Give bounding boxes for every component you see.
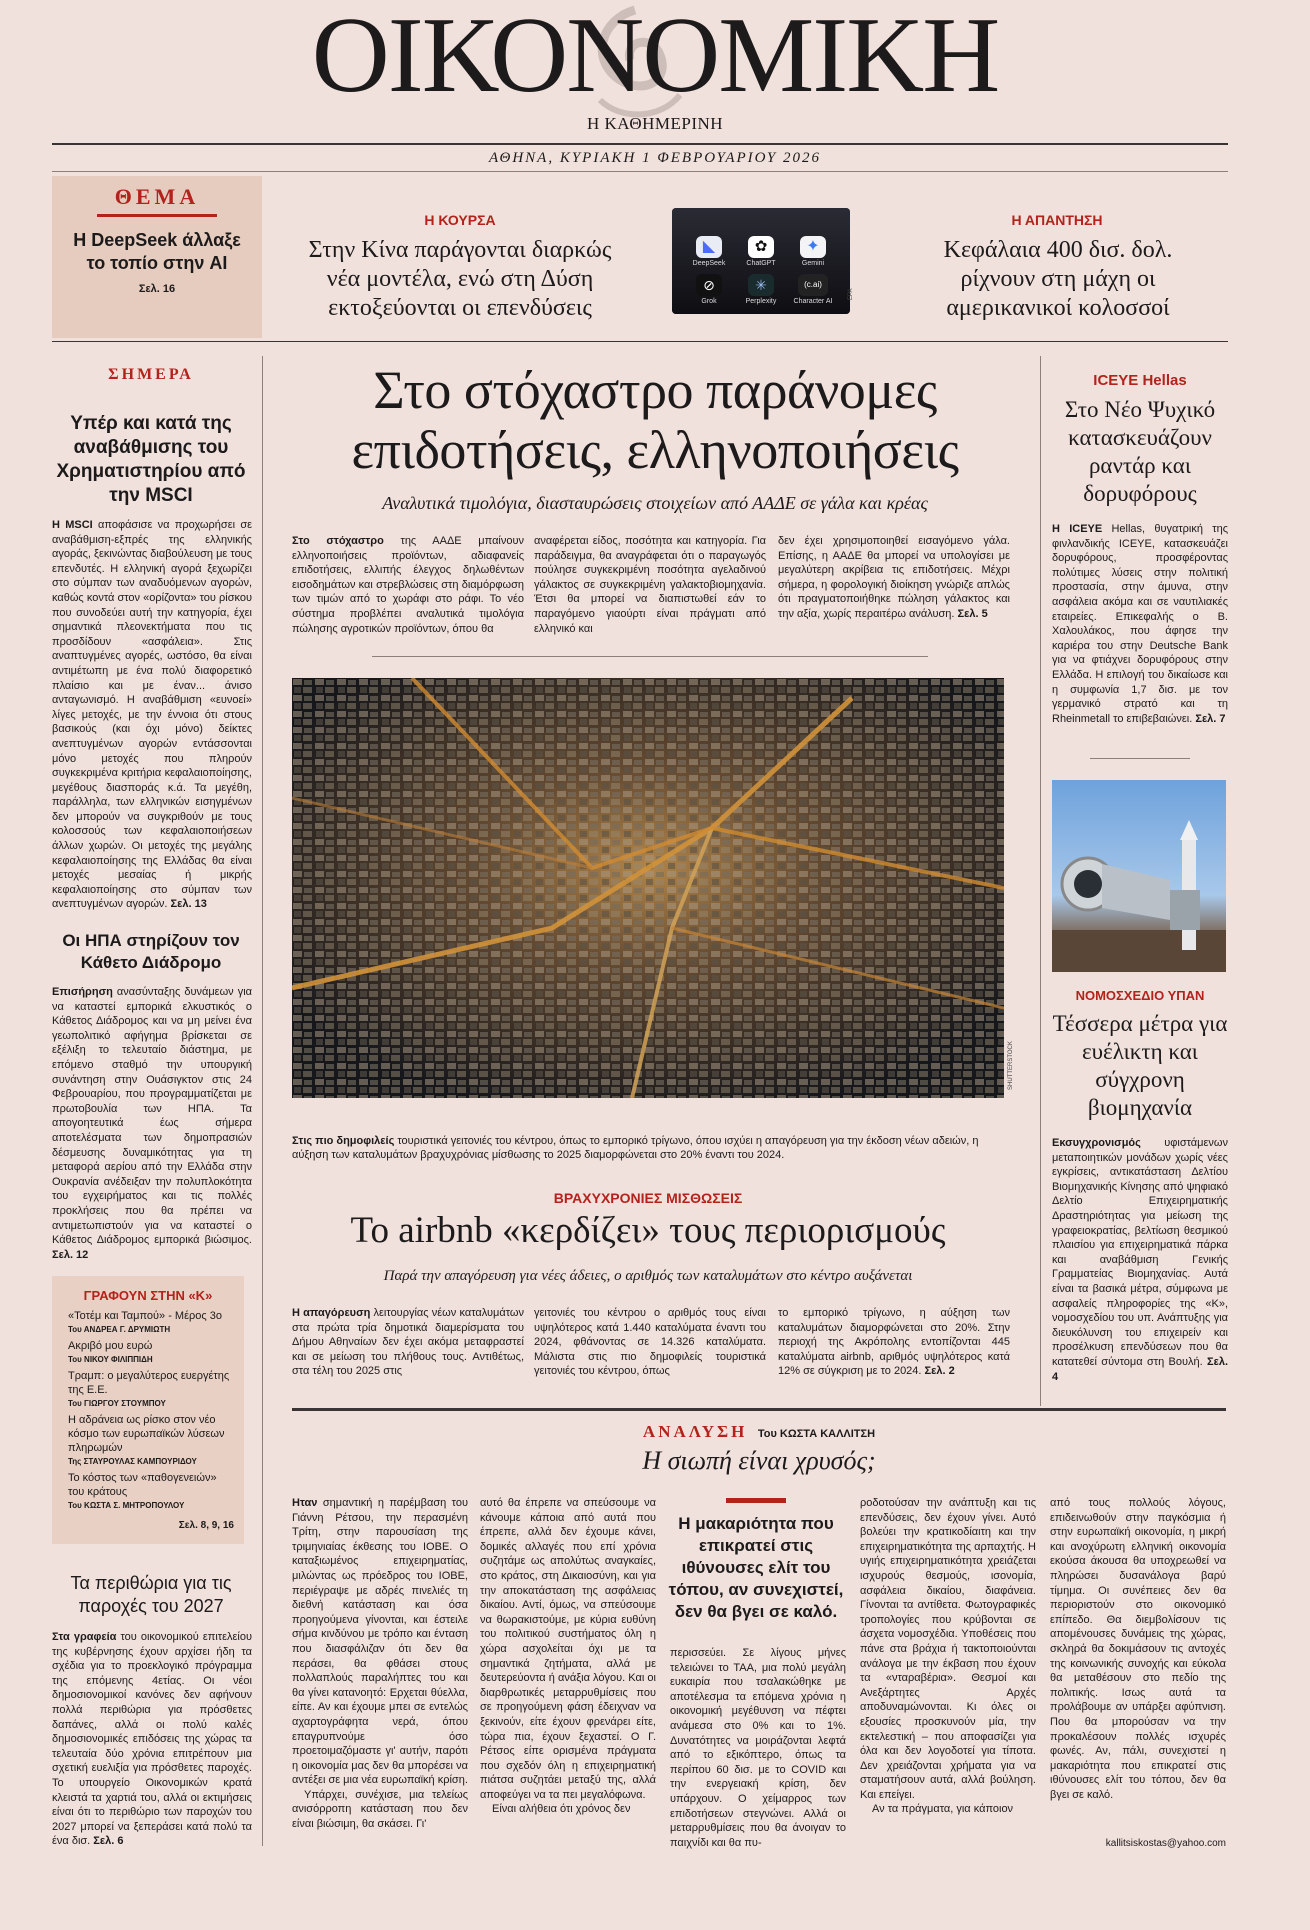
msci-page: Σελ. 13 — [170, 898, 207, 911]
benefits-headline[interactable]: Τα περιθώρια για τις παροχές του 2027 — [70, 1573, 232, 1616]
writer-title: Τραμπ: ο μεγαλύτερος ευεργέτης της Ε.Ε. — [68, 1370, 230, 1396]
athens-aerial-illustration — [292, 678, 1004, 1098]
writers-heading: ΓΡΑΦΟΥΝ ΣΤΗΝ «Κ» — [83, 1288, 213, 1303]
lead-col3-text: δεν έχει χρησιμοποιηθεί εισαγόμενο γάλα. Επίσης, η ΑΑΔΕ θα μπορεί να υπολογίσει με μεγαλύτερη ακρίβεια τις επιδοτήσεις. Μέχρι σήμερα, η φορολογική διοίκηση γνώριζε απλώς ότι πραγματοποιήθηκε πώληση γάλακτος και την αξία, χωρίς περαιτέρω ανάλυση. — [778, 535, 1010, 620]
corridor-body — [52, 985, 252, 1262]
kourса-kicker: Η ΚΟΥΡΣΑ — [424, 212, 496, 228]
analysis-col-2 — [480, 1496, 656, 1817]
caption-lead: Στις πιο δημοφιλείς — [292, 1135, 395, 1147]
analysis-col4-text: ροδοτούσαν την ανάπτυξη και τις επενδύσεις, δεν έχουν γίνει. Αυτό βολεύει την κρατικοδίαιτη και την επιχειρηματικότητα της αρπαχτής. Η υγιής επιχειρηματικότητα χρειάζεται ισχυρούς θεσμούς, ισονομία, ασφάλεια δικαίου, διαφάνεια. Γίνονται τα αντίθετα. Φωτογραφικές τροπολογίες που κρύβονται σε άσχετα νομοσχέδια. Υποθέσεις που πάνε στα βράχια ή τακτοποιούνται ανάλογα με την έκβαση που έχουν τα «νταραβέρια». Θεσμοί και Ανεξάρτητες Αρχές αποδυναμώνονται. Κι όλες οι εξουσίες προσκυνούν μία, την εκτελεστική – που αποφασίζει για όλα και δεν λογοδοτεί για τίποτα. Δεν χρειάζονται χρήματα για να σταματήσουν αυτά, αλλά βούληση. Και επείγει. — [860, 1497, 1036, 1801]
writers-list — [52, 1303, 244, 1533]
pullquote-accent — [726, 1498, 786, 1503]
analysis-rule — [292, 1408, 1226, 1411]
lead-subheadline: Αναλυτικά τιμολόγια, διασταυρώσεις στοιχείων από ΑΑΔΕ σε γάλα και κρέας — [382, 493, 928, 513]
satellite-illustration — [1052, 780, 1226, 972]
analysis-title[interactable]: Η σιωπή είναι χρυσός; — [642, 1446, 876, 1475]
airbnb-col2-text: γειτονιές του κέντρου ο αριθμός τους είναι υψηλότερος κατά 1.440 καταλύματα έναντι του 2024, φθάνοντας σε 14.326 καταλύματα. Μάλιστα στις πιο δημοφιλείς τουριστικά γειτονιές του κέντρου, όπως — [534, 1307, 766, 1378]
app-chatgpt-icon: ✿ — [748, 236, 774, 258]
author-email[interactable]: kallitsiskostas@yahoo.com — [1105, 1838, 1226, 1849]
iceye-lead: Η ICEYE — [1052, 523, 1103, 535]
app-label-6: Character AI — [793, 298, 833, 305]
masthead-title: ΟΙΚΟΝΟΜΙΚΗ — [311, 0, 999, 115]
app-gemini-icon: ✦ — [800, 236, 826, 258]
app-label-1: DeepSeek — [692, 260, 726, 267]
top-row-rule — [52, 341, 1228, 342]
left-column-separator — [262, 356, 263, 1846]
analysis-col2-text: αυτό θα έπρεπε να σπεύσουμε να κάνουμε κάποια από αυτά που έπρεπε, αλλά δεν έχουμε κάνει, δομικές αλλαγές που επί χρόνια συζητάμε ως απολύτως αναγκαίες, στο κράτος, στη Δικαιοσύνη, και για την αποκατάσταση της ασφάλειας δικαίου. Αντί, όμως, να σπεύσουμε να θωρακιστούμε, με κύρια ευθύνη του πολιτικού συστήματος όλη η χώρα ασχολείται όχι με τα σημαντικά ζητήματα, αλλά με δευτερεύοντα ή ανάξια λόγου. Και οι διαρθρωτικές μεταρρυθμίσεις που σε προηγούμενη φάση έδειχναν να ξεκινούν, είτε έχουν φρενάρει είτε, τώρα πια, έχουν ξεχαστεί. Ο Γ. Ρέτσος είπε ορισμένα πράγματα που σχεδόν όλη η επιχειρηματική πιάτσα συζητάει μεταξύ της, αλλά αποφεύγει να τα πει μεγαλόφωνα. — [480, 1497, 656, 1801]
writer-item[interactable] — [68, 1339, 234, 1367]
lead-divider — [372, 656, 928, 657]
analysis-col4b-text: Αν τα πράγματα, για κάποιον — [872, 1803, 1014, 1816]
airbnb-kicker: ΒΡΑΧΥΧΡΟΝΙΕΣ ΜΙΣΘΩΣΕΙΣ — [553, 1190, 743, 1206]
corridor-headline[interactable]: Οι ΗΠΑ στηρίζουν τον Κάθετο Διάδρομο — [62, 931, 240, 972]
writer-item[interactable] — [68, 1471, 234, 1513]
right-column-separator — [1040, 356, 1041, 1406]
app-label-4: Grok — [701, 298, 717, 305]
thema-divider — [97, 214, 217, 217]
analysis-col-4 — [860, 1496, 1036, 1817]
airbnb-col3-text: το εμπορικό τρίγωνο, η αύξηση των καταλυμάτων διαμορφώνεται στο 20%. Στην περιοχή της Ακρόπολης εντοπίζονται 445 καταλύματα airbnb, αριθμός υψηλότερος κατά 12% σε σύγκριση με το 2024. — [778, 1307, 1010, 1378]
analysis-lead-word: Ηταν — [292, 1497, 318, 1509]
thema-text: Η DeepSeek άλλαξε το τοπίο στην AI — [73, 230, 241, 273]
writer-author: Του ΓΙΩΡΓΟΥ ΣΤΟΥΜΠΟΥ — [68, 1399, 166, 1408]
corridor-page: Σελ. 12 — [52, 1248, 89, 1261]
writer-author: Του ΑΝΔΡΕΑ Γ. ΔΡΥΜΙΩΤΗ — [68, 1325, 171, 1334]
lead-col2-text: αναφέρεται είδος, ποσότητα και κατηγορία. Για παράδειγμα, θα αναγράφεται ότι ο παραγωγός πούλησε συγκεκριμένη ποσότητα αγελαδινού γάλακτος σε συγκεκριμένη γαλακτοβιομηχανία. Έτσι θα μπορεί να διαπιστωθεί εάν το παραγόμενο γιαούρτι είναι πράγματι από ελληνικό και — [534, 535, 766, 635]
ypan-kicker: ΝΟΜΟΣΧΕΔΙΟ ΥΠΑΝ — [1075, 988, 1205, 1003]
benefits-body — [52, 1630, 252, 1849]
msci-text: αποφάσισε να προχωρήσει σε αναβάθμιση-εξπρές της ελληνικής αγοράς, ξεκινώντας διαβούλευση με τους επενδυτές. Η ελληνική αγορά ξεχωρίζει στο σύμπαν των αναδυόμενων αγορών, καθώς κοντά στον «ορίζοντα» του ρίσκου που συνοδεύει αυτή την κατηγορία, έχει σημαντικά πλεονεκτήματα που τις προσδίδουν «ασφάλεια». Στις αναπτυγμένες αγορές, ωστόσο, θα είναι αντιμέτωπη με ένα πολύ διαφορετικό πλαίσιο και με έναν... άνισο ανταγωνισμό. Η αναβάθμιση «ευνοεί» λίγες μετοχές, με την έννοια ότι στους βασικούς (και όχι μόνο) δείκτες ανεπτυγμένων αγορών εντάσσονται μόνο μετοχές που πληρούν συγκεκριμένα κριτήρια κεφαλαιοποίησης, μεγέθους διασποράς κ.ά. Τα μεγέθη, παράλληλα, των ελληνικών εισηγμένων δεν μπορούν να συγκριθούν με τους κολοσσούς των κεφαλαιοποιήσεων άλλων χωρών. Οι μετοχές της μεγάλης κεφαλαιοποίησης της Ελλάδας θα είναι μετοχές μεσαίας ή μικρής κεφαλαιοποίησης στο σύμπαν των ανεπτυγμένων αγορών. — [52, 519, 253, 911]
writer-title: Ακριβό μου ευρώ — [68, 1340, 153, 1352]
ypan-headline[interactable]: Τέσσερα μέτρα για ευέλικτη και σύγχρονη βιομηχανία — [1052, 1011, 1228, 1120]
ypan-page: Σελ. 4 — [1052, 1355, 1228, 1383]
iceye-kicker: ICEYE Hellas — [1093, 372, 1187, 389]
app-perplexity-icon: ✳ — [748, 274, 774, 296]
analysis-col1-text: σημαντική η παρέμβαση του Γιάννη Ρέτσου, την περασμένη Τρίτη, στην παρουσίαση της τριμηνιαίας έκθεσης του ΙΟΒΕ. Ο καταξιωμένος επιχειρηματίας, μιλώντας ως πρόεδρος του ΙΟΒΕ, περιέγραψε με αδρές πινελιές τη διεθνή κατάσταση και όσα προηγούμενα γίνονται, και έστειλε σήμα κινδύνου με τρόπο και ένταση που διασφάλιζαν ότι δεν θα περάσει, θα φθάσει στους πολλαπλούς παραλήπτες του και θα γίνει κατανοητό: Ερχεται θύελλα, είπε. Αν και έχουμε μπει σε εντελώς αχαρτογράφητα νερά, όπου επαγρυπνούμε όσο προετοιμαζόμαστε γι' αυτήν, παρότι η οικονομία μας δεν θα μπορέσει να αντέξει σε μια νέα ευρωπαϊκή κρίση. — [292, 1497, 468, 1787]
writer-title: «Τοτέμ και Ταμπού» - Μέρος 3ο — [68, 1310, 222, 1322]
app-label-3: Gemini — [801, 260, 825, 267]
airbnb-headline[interactable]: Το airbnb «κερδίζει» τους περιορισμούς — [350, 1210, 946, 1251]
benefits-text: του οικονομικού επιτελείου της κυβέρνησης έχουν αρχίσει ήδη τα σχέδια για το προεκλογικό πρόγραμμα της επόμενης 4ετίας. Οι νέοι δημοσιονομικοί κανόνες δεν αφήνουν πολλά περιθώρια για πρόσθετες δαπάνες, αλλά οι πολύ καλές δημοσιονομικές επιδόσεις της χώρας τα τελευταία δύο χρόνια επιτρέπουν μια σχετική ευελιξία για πρόσθετες παροχές. Το υπουργείο Οικονομικών κρατά κλειστά τα χαρτιά του, αλλά οι εκτιμήσεις είναι ότι το περιθώριο των παροχών του 2027 μπορεί να ξεπεράσει κατά πολύ τα ένα δισ. — [52, 1631, 252, 1848]
writers-page: Σελ. 8, 9, 16 — [178, 1520, 234, 1531]
writer-title: Το κόστος των «παθογενειών» του κράτους — [68, 1472, 217, 1498]
writer-item[interactable] — [68, 1309, 234, 1337]
analysis-label: ΑΝΑΛΥΣΗ — [642, 1422, 748, 1441]
masthead-rule — [52, 143, 1228, 145]
pullquote-box — [666, 1498, 846, 1623]
city-photo-caption — [292, 1134, 1004, 1162]
right-divider — [1090, 758, 1190, 759]
airbnb-lead-word: Η απαγόρευση — [292, 1307, 371, 1319]
thema-label: ΘΕΜΑ — [114, 184, 200, 209]
airbnb-col-2 — [534, 1306, 766, 1379]
iceye-headline[interactable]: Στο Νέο Ψυχικό κατασκευάζουν ραντάρ και δορυφόρους — [1064, 397, 1216, 506]
writer-author: Της ΣΤΑΥΡΟΥΛΑΣ ΚΑΜΠΟΥΡΙΔΟΥ — [68, 1457, 197, 1466]
app-deepseek-icon: ◣ — [696, 236, 722, 258]
analysis-col3-text: περισσεύει. Σε λίγους μήνες τελειώνει το ΤΑΑ, μια πολύ μεγάλη ευκαιρία που τσαλακώθηκε με αποτέλεσμα τα επόμενα χρόνια η οικονομική μεγέθυνση να πέφτει ανάμεσα στο 0% και το 1%. Δυνατότητες να μοιράζονται λεφτά από το εξικόπτερο, όπως τα περίπου 60 δισ. με το COVID και την ενεργειακή κρίση, δεν υπάρχουν. Ο χείμαρρος των επιδοτήσεων στεγνώνει. Αλλά οι μεταρρυθμίσεις που θα άνοιγαν το παιχνίδι και θα πυ- — [670, 1647, 846, 1849]
app-characterai-icon: (c.ai) — [798, 274, 828, 296]
dateline-rule — [52, 171, 1228, 172]
iceye-page: Σελ. 7 — [1195, 712, 1226, 725]
lead-headline[interactable]: Στο στόχαστρο παράνομες επιδοτήσεις, ελληνοποιήσεις — [351, 360, 959, 480]
masthead-subtitle: Η ΚΑΘΗΜΕΡΙΝΗ — [586, 114, 724, 133]
analysis-col-5 — [1050, 1496, 1226, 1802]
analysis-header — [292, 1422, 1226, 1442]
lead-col-1 — [292, 534, 524, 636]
msci-lead: Η MSCI — [52, 519, 93, 531]
lead-lead-word: Στο στόχαστρο — [292, 535, 384, 547]
lead-col1-text: της ΑΑΔΕ μπαίνουν ελληνοποιήσεις προϊόντων, αδιαφανείς επιδοτήσεις, ελλιπής έλεγχος δηλωθέντων εισοδημάτων και στρεβλώσεις στη διαμόρφωση των τιμών από το χωράφι στο ράφι. Το νέο σύστημα προβλέπει αναλυτικά τιμολόγια πώλησης αγροτικών προϊόντων, όπου θα — [292, 535, 524, 635]
city-photo-credit: SHUTTERSTOCK — [1008, 1041, 1014, 1090]
app-label-5: Perplexity — [745, 298, 777, 305]
writers-box — [52, 1276, 244, 1544]
ypan-text: υφιστάμενων μεταποιητικών μονάδων χωρίς νέες εγκρίσεις, αντικατάσταση Δελτίου Βιομηχανικής Κίνησης από ψηφιακό Δελτίο Επιχειρηματικής Δραστηριότητας για μείωση της γραφειοκρατίας, βελτίωση θεσμικού πλαισίου για επιχειρηματικά πάρκα και αναβάθμιση Γενικής Γραμματείας Βιομηχανίας. Αυτά είναι τα βασικά μέτρα, σύμφωνα με ασφαλείς πληροφορίες της «Κ», νομοσχεδίου του υπ. Ανάπτυξης για διευκόλυνση του επιχειρείν και προσέλκυση επενδύσεων που θα κατατεθεί σύντομα στη Βουλή. — [1052, 1137, 1228, 1368]
iceye-text: Hellas, θυγατρική της φινλανδικής ICEYE, κατασκευάζει δορυφόρους, προσφέροντας πολύτιμες λύσεις στην πολιτική προστασία, στην άμυνα, στην ασφάλεια ακόμα και σε ναυτιλιακές εταιρείες. Επικεφαλής ο Β. Χαλουλάκος, που άφησε την καριέρα του στην Deutsche Bank για να φτιάχνει δορυφόρους στην Ελλάδα. Η επιλογή του δικαίωσε και η συμφωνία 1,7 δισ. με τον γερμανικό στρατό και τη Rheinmetall το επιβεβαιώνει. — [1052, 523, 1228, 725]
analysis-col-1 — [292, 1496, 468, 1832]
corridor-text: ανασύνταξης δυνάμεων για να καταστεί εμπορικά ελκυστικός ο Κάθετος Διάδρομος και να μη μείνει ένα γεωπολιτικό αφήγημα βρίσκεται σε εξέλιξη το τελευταίο διάστημα, με επόμενο σταθμό την υπουργική συνάντηση στην Ουάσιγκτον στις 24 Φεβρουαρίου, που προγραμματίζεται με πρωτοβουλία των ΗΠΑ. Τα απογοητευτικά έως σήμερα αποτελέσματα των δημοπρασιών δέσμευσης δυναμικότητας για τη μεταφορά αερίου από την Ελλάδα στην Ουκρανία ανέδειξαν την πολυπλοκότητα του εγχειρήματος και τις πολλές προκλήσεις που θα πρέπει να αντιμετωπιστούν για να καταστεί ο Κάθετος Διάδρομος εμπορικά βιώσιμος. — [52, 986, 252, 1247]
corridor-lead: Επισήρηση — [52, 986, 113, 998]
app-label-2: ChatGPT — [746, 260, 776, 267]
benefits-page: Σελ. 6 — [93, 1835, 124, 1848]
athens-aerial-photo — [292, 678, 1004, 1098]
kourса-teaser[interactable]: Στην Κίνα παράγονται διαρκώς νέα μοντέλα, ενώ στη Δύση εκτοξεύονται οι επενδύσεις — [308, 237, 612, 321]
analysis-col1b-text: Υπάρχει, συνέχισε, μια τελείως ανισόρροπη κατάσταση που δεν είναι βιώσιμη, θα σκάσει. Γι' — [292, 1788, 468, 1831]
airbnb-col1-text: λειτουργίας νέων καταλυμάτων στα πρώτα τρία δημοτικά διαμερίσματα του Δήμου Αθηναίων δεν έχει ακόμα μεταφραστεί και σε μείωση του πλήθους τους. Αντιθέτως, στα τέλη του 2025 στις — [292, 1307, 524, 1378]
writer-item[interactable] — [68, 1369, 234, 1411]
analysis-col-3 — [670, 1646, 846, 1850]
lead-page: Σελ. 5 — [957, 607, 988, 620]
apantisi-kicker: Η ΑΠΑΝΤΗΣΗ — [1011, 212, 1103, 228]
airbnb-col-3 — [778, 1306, 1010, 1379]
lead-col-3 — [778, 534, 1010, 622]
today-section-label: ΣΗΜΕΡΑ — [108, 366, 194, 383]
pullquote: Η μακαριότητα που επικρατεί στις ιθύνουσες ελίτ του τόπου, αν συνεχιστεί, δεν θα βγει σε καλό. — [668, 1514, 844, 1621]
msci-headline[interactable]: Υπέρ και κατά της αναβάθμισης του Χρηματιστηρίου από την MSCI — [56, 413, 246, 506]
ypan-body — [1052, 1136, 1228, 1384]
writer-title: Η αδράνεια ως ρίσκο στον νέο κόσμο των ευρωπαϊκών λύσεων πληρωμών — [68, 1414, 225, 1454]
dateline: ΑΘΗΝΑ, ΚΥΡΙΑΚΗ 1 ΦΕΒΡΟΥΑΡΙΟΥ 2026 — [489, 150, 821, 166]
msci-body — [52, 518, 252, 912]
airbnb-col-1 — [292, 1306, 524, 1379]
caption-text: τουριστικά γειτονιές του κέντρου, όπως το εμπορικό τρίγωνο, όπου ισχύει η απαγόρευση για την έκδοση νέων αδειών, η αύξηση των καταλυμάτων βραχυχρόνιας μίσθωσης το 2025 διαμορφώνεται στο 20% έναντι του 2024. — [292, 1135, 979, 1161]
analysis-byline: Του ΚΩΣΤΑ ΚΑΛΛΙΤΣΗ — [757, 1428, 876, 1440]
thema-box[interactable] — [52, 176, 262, 338]
benefits-lead: Στα γραφεία — [52, 1631, 117, 1643]
lead-col-2 — [534, 534, 766, 636]
app-grok-icon: ⊘ — [696, 274, 722, 296]
airbnb-subheadline: Παρά την απαγόρευση για νέες άδειες, ο αριθμός των καταλυμάτων στο κέντρο αυξάνεται — [383, 1268, 913, 1284]
thema-page: Σελ. 16 — [138, 283, 176, 295]
airbnb-page: Σελ. 2 — [924, 1365, 955, 1378]
phone-photo — [672, 208, 850, 314]
phone-photo-credit: EPA — [848, 288, 854, 300]
iceye-body — [1052, 522, 1228, 726]
analysis-col5-text: από τους πολλούς λόγους, επιδεινωθούν στην παγκόσμια ή στην ευρωπαϊκή οικονομία, η μικρή και ανοχύρωτη ελληνική οικονομία εκούσα άκουσα θα υποχρεωθεί να πληρώσει δυσανάλογα βαρύ τίμημα. Οι συνέπειες δεν θα περιοριστούν στο οικονομικό επίπεδο. Θα διεμβολίσουν τις απομένουσες δυνάμεις της χώρας, σκληρά θα δοκιμάσουν τις αντοχές της κοινωνικής συνοχής και εύκολα θα μεταθέσουν στο πεδίο της πολιτικής. Ισως αυτά τα προλάβουμε αν υπάρξει αφύπνιση. Που θα μπορούσαν να την προκαλέσουν πολλές ισχυρές φωνές. Αν, πάλι, συνεχιστεί η μακαριότητα που επικρατεί στις ιθύνουσες ελίτ του τόπου, δεν θα βγει σε καλό. — [1050, 1497, 1226, 1801]
writer-author: Του ΝΙΚΟΥ ΦΙΛΙΠΠΙΔΗ — [68, 1355, 153, 1364]
apantisi-teaser[interactable]: Κεφάλαια 400 δισ. δολ. ρίχνουν στη μάχη οι αμερικανικοί κολοσσοί — [943, 237, 1173, 321]
ypan-lead: Εκσυγχρονισμός — [1052, 1137, 1141, 1149]
writer-item[interactable] — [68, 1413, 234, 1469]
writer-author: Του ΚΩΣΤΑ Σ. ΜΗΤΡΟΠΟΥΛΟΥ — [68, 1501, 185, 1510]
satellite-photo — [1052, 780, 1226, 972]
analysis-col2b-text: Είναι αλήθεια ότι χρόνος δεν — [492, 1803, 631, 1816]
